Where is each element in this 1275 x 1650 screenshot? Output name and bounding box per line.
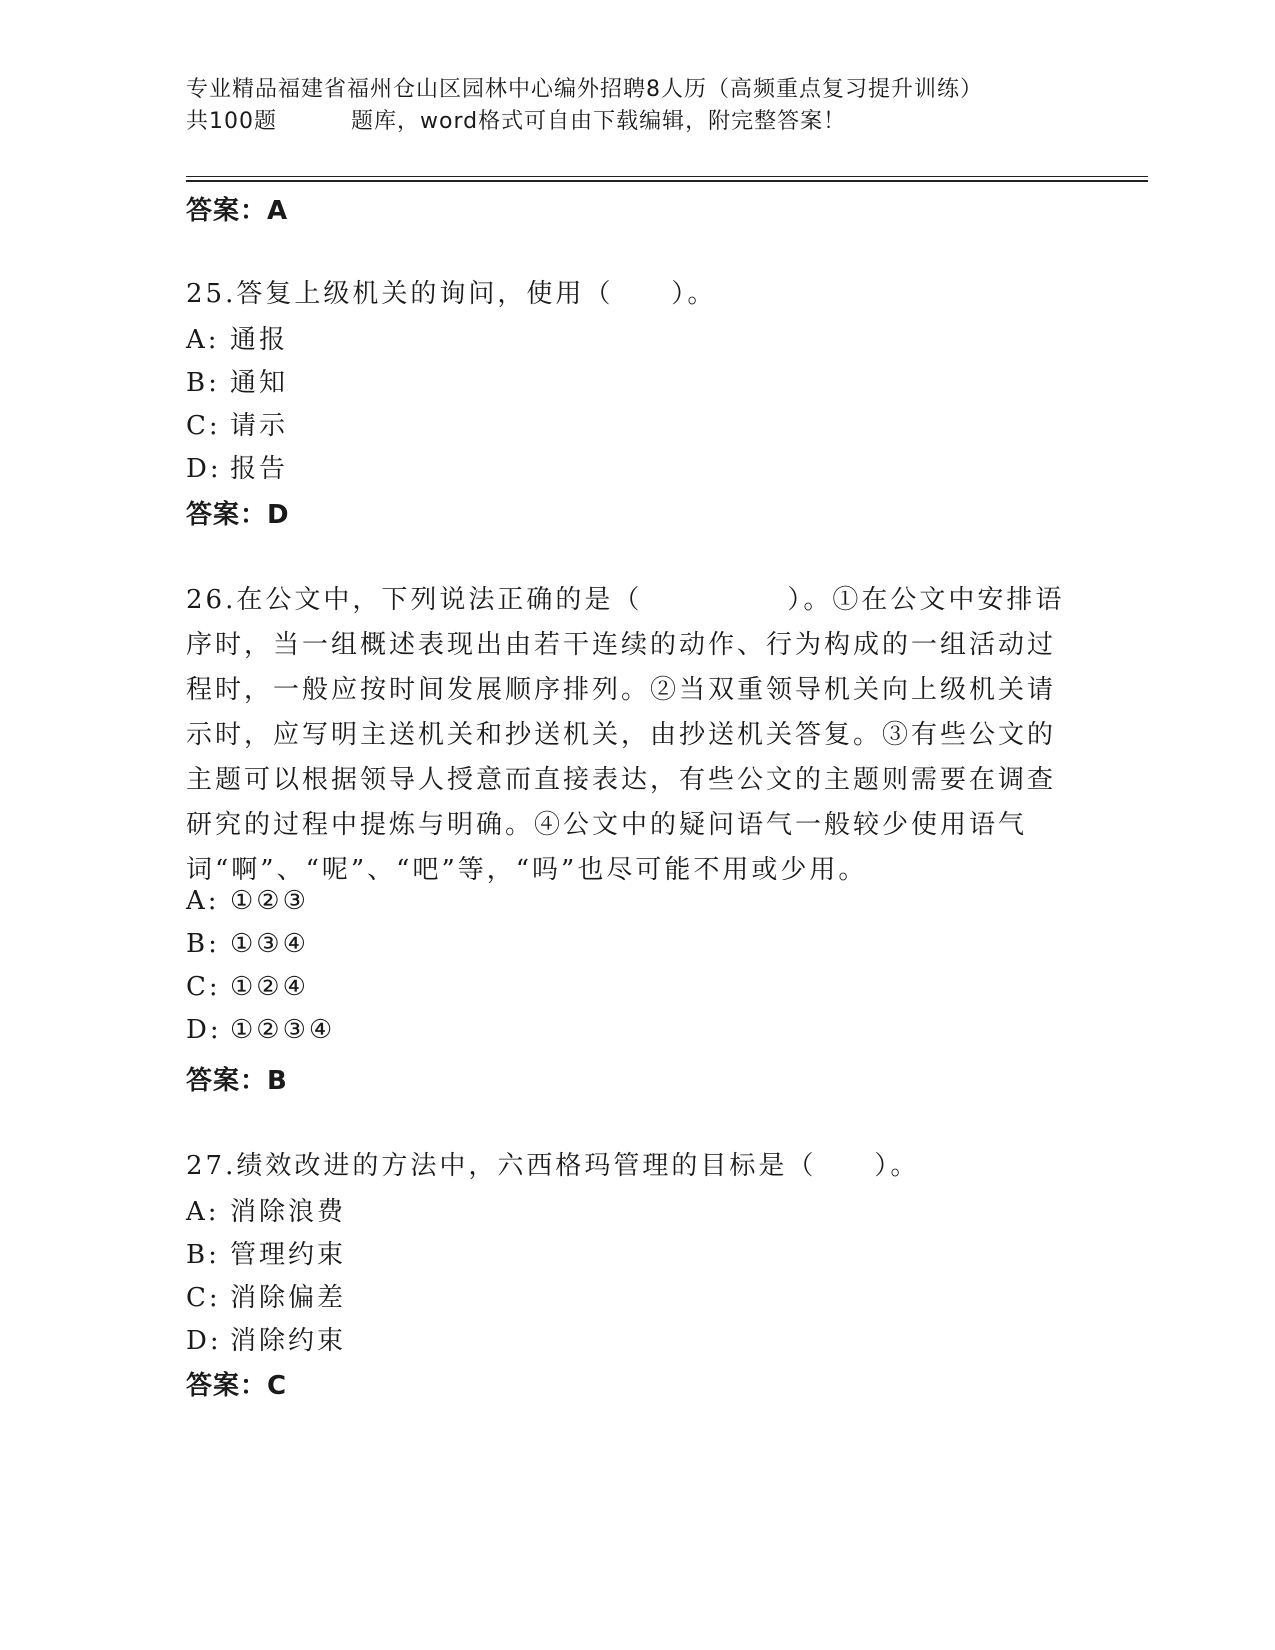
header-subtitle bbox=[186, 106, 1086, 138]
q26-option-d: D: ①②③④ bbox=[186, 1015, 336, 1045]
answer-previous: 答案：A bbox=[186, 196, 289, 226]
q26-option-a: A: ①②③ bbox=[186, 886, 309, 916]
header-divider bbox=[186, 176, 1148, 177]
q26-option-c: C: ①②④ bbox=[186, 972, 309, 1002]
page-header bbox=[186, 74, 1086, 138]
header-title: 专业精品福建省福州仓山区园林中心编外招聘8人历（高频重点复习提升训练） bbox=[186, 77, 983, 102]
q27-option-d: D: 消除约束 bbox=[186, 1326, 347, 1356]
q27-option-a: A: 消除浪费 bbox=[186, 1197, 347, 1227]
q27-option-b: B: 管理约束 bbox=[186, 1240, 347, 1270]
q27-answer: 答案：C bbox=[186, 1371, 288, 1401]
header-divider-thick bbox=[186, 180, 1148, 182]
header-question-count: 共100题 bbox=[186, 109, 277, 134]
q25-answer: 答案：D bbox=[186, 500, 290, 530]
header-description: 题库，word格式可自由下载编辑，附完整答案！ bbox=[351, 109, 847, 134]
q27-option-c: C: 消除偏差 bbox=[186, 1283, 347, 1313]
question-27: 27.绩效改进的方法中，六西格玛管理的目标是（ ）。 bbox=[186, 1151, 920, 1181]
question-26: 26.在公文中，下列说法正确的是（ ）。①在公文中安排语序时，当一组概述表现出由若干连续的动作、行为构成的一组活动过程时，一般应按时间发展顺序排列。②当双重领导机关向上级机关请示时，应写明主送机关和抄送机关，由抄送机关答复。③有些公文的主题可以根据领导人授意而直接表达，有些公文的主题则需要在调查研究的过程中提炼与明确。④公文中的疑问语气一般较少使用语气词“啊”、“呢”、“吧”等，“吗”也尽可能不用或少用。 bbox=[186, 585, 1065, 885]
q25-option-d: D: 报告 bbox=[186, 454, 289, 484]
q25-option-a: A: 通报 bbox=[186, 325, 289, 355]
q26-answer: 答案：B bbox=[186, 1066, 288, 1096]
q26-option-b: B: ①③④ bbox=[186, 929, 309, 959]
q25-option-b: B: 通知 bbox=[186, 368, 289, 398]
q25-option-c: C: 请示 bbox=[186, 411, 289, 441]
question-25: 25.答复上级机关的询问，使用（ ）。 bbox=[186, 279, 717, 309]
